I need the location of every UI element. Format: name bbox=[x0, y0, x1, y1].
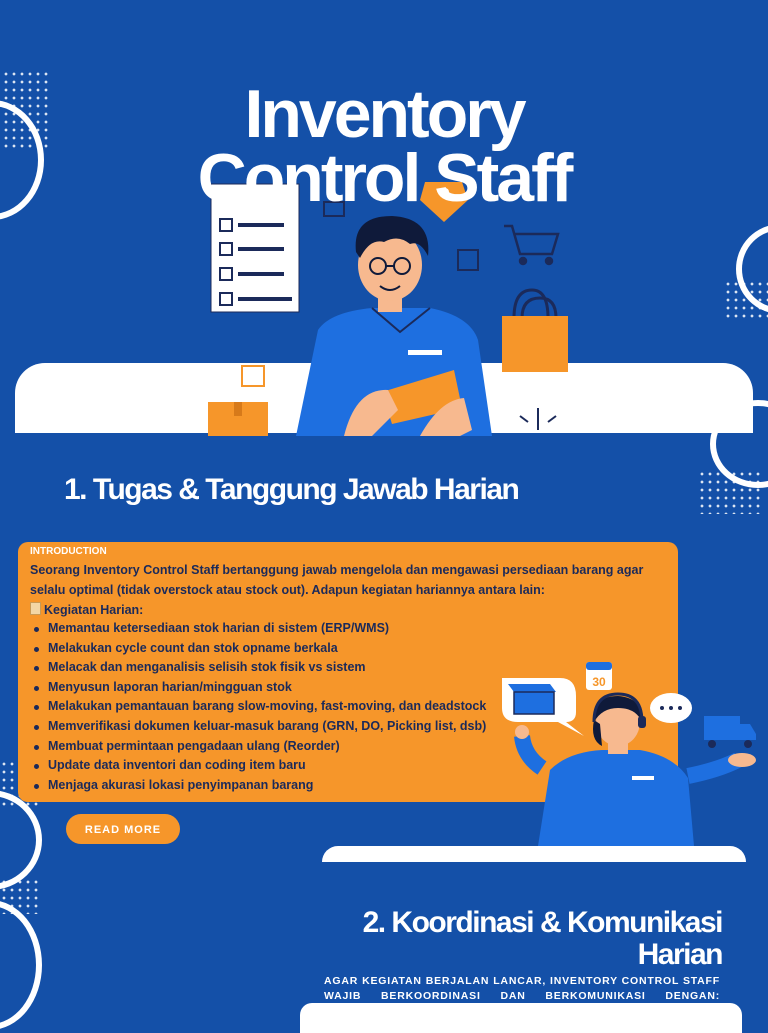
section1-heading: 1. Tugas & Tanggung Jawab Harian bbox=[64, 473, 519, 506]
task-item: Memverifikasi dokumen keluar-masuk barang (GRN, DO, Picking list, dsb) bbox=[48, 717, 486, 737]
intro-label: INTRODUCTION bbox=[30, 546, 107, 557]
delivery-truck-icon bbox=[704, 716, 756, 748]
task-item: Melacak dan menganalisis selisih stok fisik vs sistem bbox=[48, 658, 486, 678]
page-title-line2: Control Staff bbox=[197, 140, 571, 216]
clipboard-icon bbox=[30, 602, 41, 615]
section2-description: AGAR KEGIATAN BERJALAN LANCAR, INVENTORY CONTROL STAFF WAJIB BERKOORDINASI DAN BERKOMUNIKASI DENGAN: bbox=[324, 975, 720, 1002]
page-title-line1: Inventory bbox=[244, 76, 524, 152]
section1-white-band bbox=[322, 846, 746, 862]
task-item: Update data inventori dan coding item baru bbox=[48, 756, 486, 776]
decorative-ring-left-bottom bbox=[0, 900, 42, 1030]
chat-bubble-icon bbox=[650, 693, 692, 723]
intro-text: Seorang Inventory Control Staff bertanggung jawab mengelola dan mengawasi persediaan barang agar selalu optimal (tidak overstock atau stock out). Adapun kegiatan hariannya antara lain: bbox=[30, 563, 644, 597]
dot-grid-right-mid bbox=[698, 470, 762, 514]
section2-heading-line2: Harian bbox=[637, 938, 722, 971]
daily-activities-subheading bbox=[30, 600, 143, 620]
task-item: Menjaga akurasi lokasi penyimpanan barang bbox=[48, 776, 486, 796]
box-icon bbox=[208, 402, 268, 436]
calendar-number: 30 bbox=[592, 675, 606, 689]
task-item: Memantau ketersediaan stok harian di sistem (ERP/WMS) bbox=[48, 619, 486, 639]
box-speech-bubble bbox=[502, 678, 584, 736]
task-item: Membuat permintaan pengadaan ulang (Reorder) bbox=[48, 737, 486, 757]
task-list bbox=[30, 619, 486, 795]
section2-heading-line1: 2. Koordinasi & Komunikasi bbox=[362, 906, 722, 939]
task-item: Melakukan cycle count dan stok opname berkala bbox=[48, 639, 486, 659]
support-illustration bbox=[498, 660, 768, 850]
task-item: Melakukan pemantauan barang slow-moving, fast-moving, dan deadstock bbox=[48, 697, 486, 717]
shopping-bag-icon bbox=[502, 290, 568, 372]
calendar-icon bbox=[586, 662, 612, 690]
task-item: Menyusun laporan harian/mingguan stok bbox=[48, 678, 486, 698]
read-more-button[interactable]: READ MORE bbox=[66, 814, 180, 844]
subheading-label: Kegiatan Harian: bbox=[44, 603, 144, 617]
section2-white-panel bbox=[300, 1003, 742, 1033]
shopping-cart-icon bbox=[504, 226, 558, 264]
